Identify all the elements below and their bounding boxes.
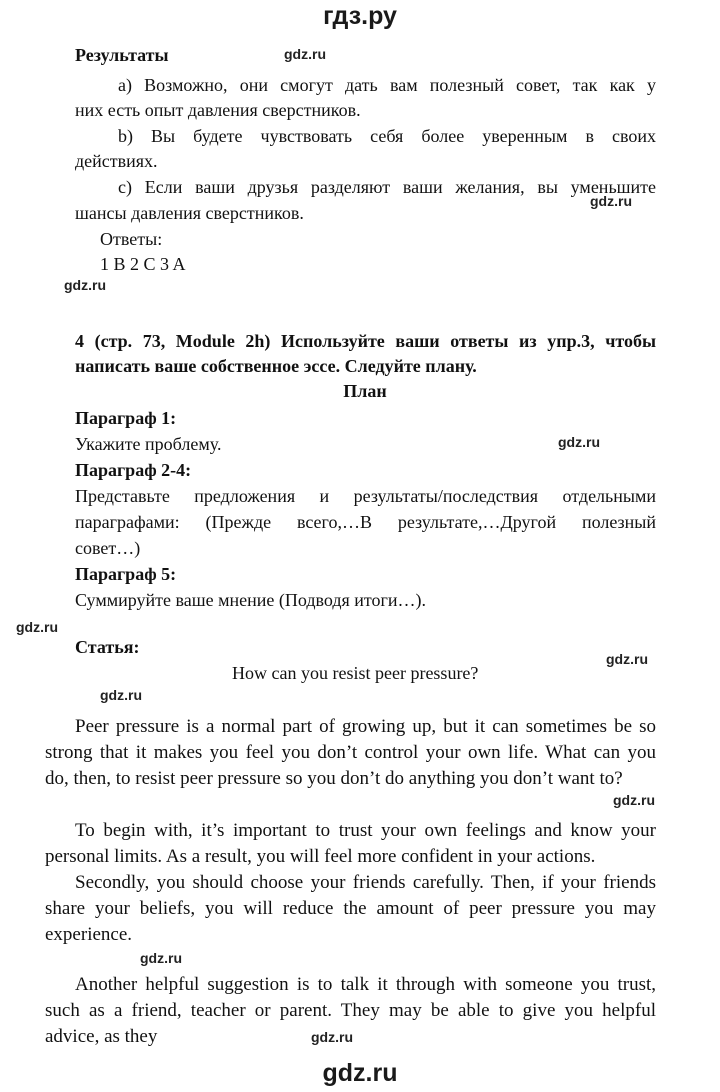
watermark: gdz.ru [558, 434, 600, 450]
watermark: gdz.ru [16, 619, 58, 635]
article-line: Secondly, you should choose your friends carefully. Then, if your friends [75, 872, 656, 893]
article-label: Статья: [75, 637, 140, 657]
article-line: do, then, to resist peer pressure so you don’t do anything you don’t want to? [45, 768, 623, 789]
result-c-line2: шансы давления сверстников. [75, 203, 304, 223]
paragraph2-4-line3: совет…) [75, 538, 141, 558]
watermark: gdz.ru [140, 950, 182, 966]
paragraph1-text: Укажите проблему. [75, 434, 222, 454]
article-line: share your beliefs, you will reduce the amount of peer pressure you may [45, 898, 656, 919]
article-title: How can you resist peer pressure? [232, 663, 479, 683]
result-a-line1: a) Возможно, они смогут дать вам полезный совет, так как у [118, 75, 656, 95]
answers-label: Ответы: [100, 229, 163, 249]
paragraph5-text: Суммируйте ваше мнение (Подводя итоги…). [75, 590, 427, 610]
article-line: such as a friend, teacher or parent. They may be able to give you helpful [45, 1000, 656, 1021]
result-b-line1: b) Вы будете чувствовать себя более уверенным в своих [118, 126, 656, 146]
task4-line2: написать ваше собственное эссе. Следуйте плану. [75, 356, 477, 376]
result-b-line2: действиях. [75, 151, 158, 171]
site-header[interactable]: гдз.ру [323, 2, 397, 30]
article-line: strong that it makes you feel you don’t control your own life. What can you [45, 742, 656, 763]
paragraph2-4-line2: параграфами: (Прежде всего,…В результате,…Другой полезный [75, 512, 656, 532]
watermark: gdz.ru [100, 687, 142, 703]
answers-value: 1 B 2 C 3 A [100, 254, 186, 274]
article-line: advice, as they [45, 1026, 158, 1047]
paragraph5-heading: Параграф 5: [75, 564, 177, 584]
article-line: Peer pressure is a normal part of growing up, but it can sometimes be so [75, 716, 656, 737]
watermark: gdz.ru [284, 46, 326, 62]
article-line: To begin with, it’s important to trust your own feelings and know your [75, 820, 656, 841]
watermark: gdz.ru [613, 792, 655, 808]
result-c-line1: c) Если ваши друзья разделяют ваши желания, вы уменьшите [118, 177, 656, 197]
watermark: gdz.ru [606, 651, 648, 667]
paragraph2-4-line1: Представьте предложения и результаты/последствия отдельными [75, 486, 656, 506]
paragraph2-4-heading: Параграф 2-4: [75, 460, 192, 480]
paragraph1-heading: Параграф 1: [75, 408, 177, 428]
site-footer[interactable]: gdz.ru [322, 1059, 398, 1087]
watermark: gdz.ru [590, 193, 632, 209]
results-heading: Результаты [75, 45, 169, 65]
result-a-line2: них есть опыт давления сверстников. [75, 100, 361, 120]
article-line: Another helpful suggestion is to talk it through with someone you trust, [75, 974, 656, 995]
watermark: gdz.ru [64, 277, 106, 293]
article-line: experience. [45, 924, 133, 945]
watermark: gdz.ru [311, 1029, 353, 1045]
task4-line1: 4 (стр. 73, Module 2h) Используйте ваши ответы из упр.3, чтобы [75, 331, 656, 351]
article-line: personal limits. As a result, you will feel more confident in your actions. [45, 846, 596, 867]
plan-title: План [343, 381, 387, 401]
